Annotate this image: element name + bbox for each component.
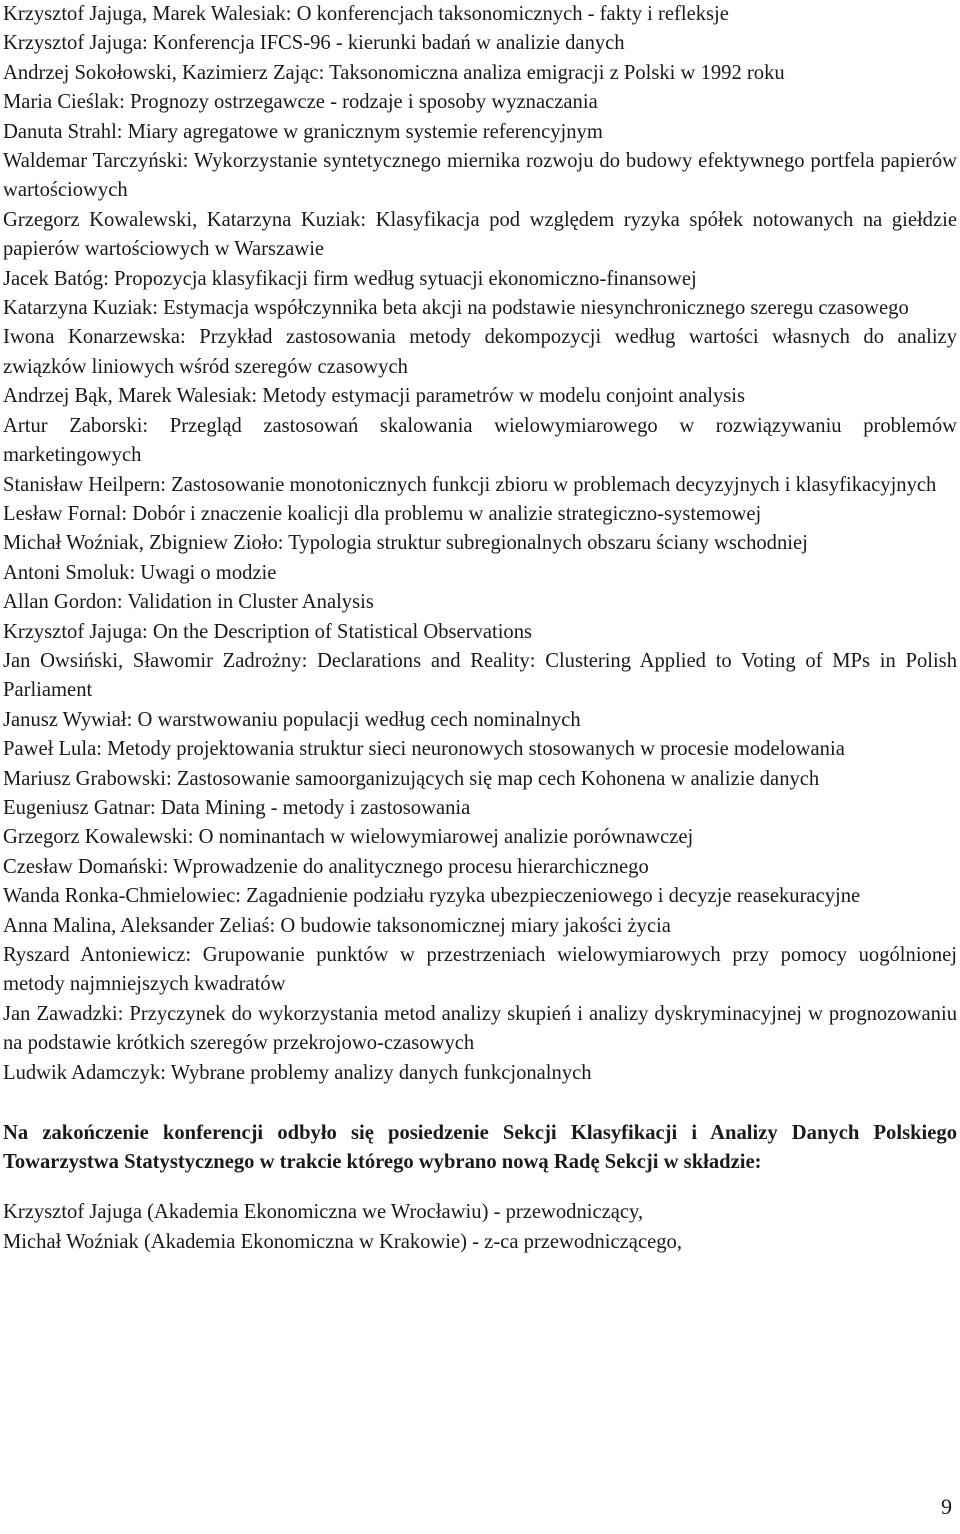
document-page [3,0,957,1257]
paper-entry: Paweł Lula: Metody projektowania struktur sieci neuronowych stosowanych w procesie modelowania [3,738,845,761]
closing-paragraph: Na zakończenie konferencji odbyło się posiedzenie Sekcji Klasyfikacji i Analizy Danych Polskiego Towarzystwa Statystycznego w trakcie którego wybrano nową Radę Sekcji w składzie: [3,1122,957,1174]
paper-entry: Ryszard Antoniewicz: Grupowanie punktów w przestrzeniach wielowymiarowych przy pomocy uogólnionej metody najmniejszych kwadratów [3,944,957,996]
paper-entry: Krzysztof Jajuga: On the Description of Statistical Observations [3,620,533,643]
page-number: 9 [941,1494,952,1519]
paper-entry: Allan Gordon: Validation in Cluster Analysis [3,591,374,614]
paper-entry: Stanisław Heilpern: Zastosowanie monotonicznych funkcji zbioru w problemach decyzyjnych i klasyfikacyjnych [3,473,937,496]
paper-entry: Czesław Domański: Wprowadzenie do analitycznego procesu hierarchicznego [3,855,649,878]
paper-entry: Grzegorz Kowalewski, Katarzyna Kuziak: Klasyfikacja pod względem ryzyka spółek notowanych na giełdzie papierów wartościowych w Warszawie [3,208,957,261]
council-member: Krzysztof Jajuga (Akademia Ekonomiczna we Wrocławiu) - przewodniczący, [3,1201,644,1224]
paper-entry: Janusz Wywiał: O warstwowaniu populacji według cech nominalnych [3,708,581,731]
paper-entry: Maria Cieślak: Prognozy ostrzegawcze - rodzaje i sposoby wyznaczania [3,91,598,114]
paper-entry: Lesław Fornal: Dobór i znaczenie koalicji dla problemu w analizie strategiczno-systemowej [3,502,762,525]
paper-entry: Katarzyna Kuziak: Estymacja współczynnika beta akcji na podstawie niesynchronicznego szeregu czasowego [3,297,909,320]
paper-entry: Krzysztof Jajuga: Konferencja IFCS-96 - kierunki badań w analizie danych [3,32,625,55]
paper-entry: Andrzej Bąk, Marek Walesiak: Metody estymacji parametrów w modelu conjoint analysis [3,385,745,408]
paper-entry: Iwona Konarzewska: Przykład zastosowania metody dekompozycji według wartości własnych do analizy związków liniowych wśród szeregów czasowych [3,326,957,378]
paper-entry: Jan Zawadzki: Przyczynek do wykorzystania metod analizy skupień i analizy dyskryminacyjnej w prognozowaniu na podstawie krótkich szeregów przekrojowo-czasowych [3,1002,957,1055]
paper-entry: Mariusz Grabowski: Zastosowanie samoorganizujących się map cech Kohonena w analizie danych [3,767,820,790]
paper-entry: Wanda Ronka-Chmielowiec: Zagadnienie podziału ryzyka ubezpieczeniowego i decyzje reasekuracyjne [3,885,861,908]
paper-entry: Michał Woźniak, Zbigniew Zioło: Typologia struktur subregionalnych obszaru ściany wschodniej [3,532,808,555]
paper-entry: Danuta Strahl: Miary agregatowe w granicznym systemie referencyjnym [3,120,603,143]
paper-entry: Andrzej Sokołowski, Kazimierz Zając: Taksonomiczna analiza emigracji z Polski w 1992 roku [3,61,785,84]
paper-entry: Artur Zaborski: Przegląd zastosowań skalowania wielowymiarowego w rozwiązywaniu problemów marketingowych [3,414,957,467]
paper-entry: Ludwik Adamczyk: Wybrane problemy analizy danych funkcjonalnych [3,1061,592,1084]
paper-entry: Waldemar Tarczyński: Wykorzystanie syntetycznego miernika rozwoju do budowy efektywnego portfela papierów wartościowych [3,150,957,202]
paper-list [3,0,957,1088]
paper-entry: Eugeniusz Gatnar: Data Mining - metody i zastosowania [3,796,471,819]
paper-entry: Grzegorz Kowalewski: O nominantach w wielowymiarowej analizie porównawczej [3,826,694,849]
paper-entry: Jacek Batóg: Propozycja klasyfikacji firm według sytuacji ekonomiczno-finansowej [3,267,697,290]
paper-entry: Krzysztof Jajuga, Marek Walesiak: O konferencjach taksonomicznych - fakty i refleksje [3,3,729,25]
council-member: Michał Woźniak (Akademia Ekonomiczna w Krakowie) - z-ca przewodniczącego, [3,1230,682,1253]
paper-entry: Antoni Smoluk: Uwagi o modzie [3,561,277,584]
paper-entry: Jan Owsiński, Sławomir Zadrożny: Declarations and Reality: Clustering Applied to Voting of MPs in Polish Parliament [3,649,957,702]
council-members-list [3,1198,957,1257]
paper-entry: Anna Malina, Aleksander Zeliaś: O budowie taksonomicznej miary jakości życia [3,914,671,937]
